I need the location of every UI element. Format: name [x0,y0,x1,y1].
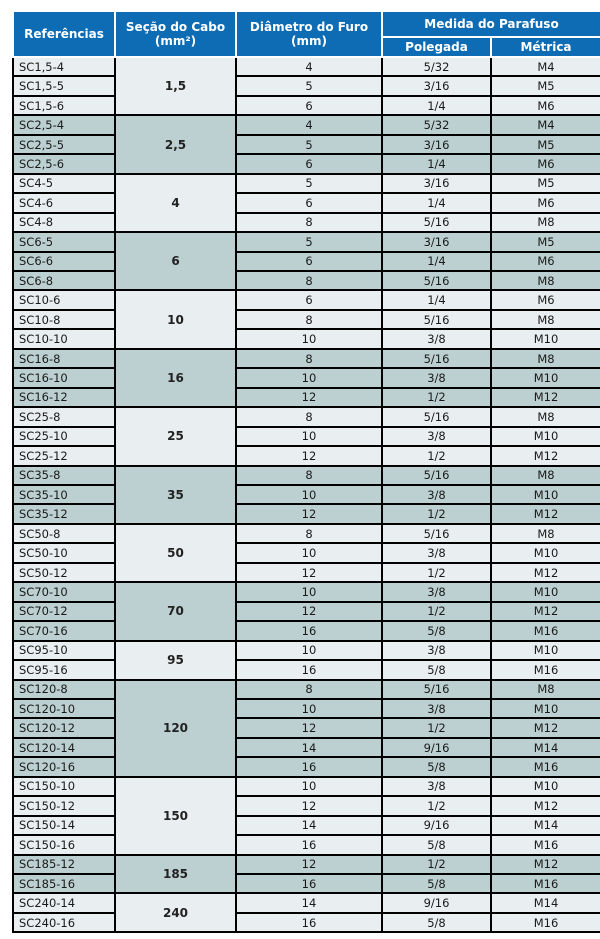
cell-diametro: 8 [236,349,382,368]
cell-secao-do-cabo: 10 [115,290,236,348]
table-row [13,738,600,757]
cell-referencia: SC70-16 [13,621,115,640]
table-body [13,57,600,932]
table-row [13,388,600,407]
cell-metrica: M5 [491,135,600,154]
table-row [13,835,600,854]
cell-diametro: 8 [236,680,382,699]
cell-diametro: 10 [236,543,382,562]
cell-referencia: SC150-14 [13,816,115,835]
cell-diametro: 10 [236,777,382,796]
cell-diametro: 12 [236,388,382,407]
cell-diametro: 4 [236,57,382,76]
cell-diametro: 6 [236,154,382,173]
cell-polegada: 5/8 [382,660,491,679]
cell-polegada: 9/16 [382,738,491,757]
cell-diametro: 10 [236,329,382,348]
cell-referencia: SC25-12 [13,446,115,465]
cell-polegada: 1/2 [382,446,491,465]
cell-referencia: SC185-12 [13,855,115,874]
cell-polegada: 5/16 [382,310,491,329]
table-row [13,368,600,387]
cell-referencia: SC25-8 [13,407,115,426]
table-row [13,232,600,251]
cell-metrica: M10 [491,543,600,562]
cell-metrica: M4 [491,57,600,76]
table-row [13,154,600,173]
cell-referencia: SC50-10 [13,543,115,562]
cell-polegada: 5/16 [382,524,491,543]
cell-referencia: SC2,5-4 [13,115,115,134]
cell-secao-do-cabo: 50 [115,524,236,582]
cell-metrica: M8 [491,466,600,485]
cell-polegada: 1/2 [382,504,491,523]
table-row [13,777,600,796]
table-row [13,504,600,523]
table-row [13,563,600,582]
cell-metrica: M8 [491,349,600,368]
cell-polegada: 3/8 [382,641,491,660]
cell-polegada: 3/16 [382,174,491,193]
cell-polegada: 5/32 [382,57,491,76]
cell-diametro: 14 [236,893,382,912]
header-diametro-do-furo: Diâmetro do Furo (mm) [236,11,382,57]
table-row [13,174,600,193]
table-row [13,115,600,134]
cell-metrica: M12 [491,855,600,874]
cell-diametro: 14 [236,816,382,835]
cell-diametro: 12 [236,602,382,621]
cell-diametro: 6 [236,96,382,115]
cell-metrica: M12 [491,388,600,407]
terminal-spec-table [12,10,600,933]
cell-diametro: 5 [236,232,382,251]
cell-diametro: 6 [236,290,382,309]
cell-polegada: 3/8 [382,543,491,562]
table-row [13,680,600,699]
table-row [13,718,600,737]
cell-metrica: M16 [491,660,600,679]
table-row [13,641,600,660]
table-row [13,407,600,426]
cell-polegada: 3/16 [382,135,491,154]
cell-referencia: SC10-10 [13,329,115,348]
cell-secao-do-cabo: 120 [115,680,236,777]
cell-diametro: 5 [236,135,382,154]
table-row [13,329,600,348]
table-row [13,349,600,368]
cell-diametro: 8 [236,213,382,232]
cell-secao-do-cabo: 16 [115,349,236,407]
cell-referencia: SC50-12 [13,563,115,582]
cell-polegada: 5/16 [382,407,491,426]
cell-polegada: 3/8 [382,777,491,796]
cell-referencia: SC10-8 [13,310,115,329]
cell-polegada: 3/8 [382,427,491,446]
cell-diametro: 10 [236,699,382,718]
cell-polegada: 5/8 [382,621,491,640]
table-row [13,757,600,776]
cell-referencia: SC2,5-6 [13,154,115,173]
cell-referencia: SC70-12 [13,602,115,621]
cell-polegada: 5/16 [382,349,491,368]
cell-polegada: 5/16 [382,213,491,232]
cell-polegada: 3/8 [382,368,491,387]
table-row [13,76,600,95]
table-row [13,874,600,893]
cell-referencia: SC16-10 [13,368,115,387]
cell-referencia: SC50-8 [13,524,115,543]
cell-polegada: 5/16 [382,466,491,485]
cell-metrica: M10 [491,777,600,796]
cell-referencia: SC70-10 [13,582,115,601]
cell-referencia: SC120-16 [13,757,115,776]
cell-diametro: 12 [236,718,382,737]
cell-referencia: SC16-12 [13,388,115,407]
cell-referencia: SC120-12 [13,718,115,737]
cell-referencia: SC150-12 [13,796,115,815]
cell-diametro: 6 [236,193,382,212]
cell-metrica: M16 [491,621,600,640]
cell-polegada: 5/8 [382,757,491,776]
cell-metrica: M12 [491,563,600,582]
cell-diametro: 16 [236,621,382,640]
cell-referencia: SC1,5-4 [13,57,115,76]
cell-referencia: SC35-12 [13,504,115,523]
cell-secao-do-cabo: 35 [115,466,236,524]
cell-referencia: SC95-10 [13,641,115,660]
table-row [13,213,600,232]
header-metrica: Métrica [491,37,600,57]
cell-polegada: 5/16 [382,271,491,290]
cell-metrica: M5 [491,76,600,95]
cell-polegada: 3/8 [382,485,491,504]
cell-metrica: M14 [491,893,600,912]
cell-metrica: M16 [491,835,600,854]
cell-metrica: M16 [491,757,600,776]
cell-polegada: 1/2 [382,796,491,815]
table-row [13,135,600,154]
cell-referencia: SC95-16 [13,660,115,679]
cell-secao-do-cabo: 2,5 [115,115,236,173]
cell-polegada: 1/2 [382,718,491,737]
cell-polegada: 1/2 [382,563,491,582]
cell-polegada: 5/8 [382,874,491,893]
table-row [13,855,600,874]
terminal-spec-sheet [12,10,600,932]
cell-referencia: SC16-8 [13,349,115,368]
cell-referencia: SC150-10 [13,777,115,796]
cell-diametro: 8 [236,310,382,329]
cell-referencia: SC4-8 [13,213,115,232]
cell-referencia: SC35-8 [13,466,115,485]
table-row [13,660,600,679]
cell-referencia: SC240-14 [13,893,115,912]
cell-polegada: 5/8 [382,913,491,932]
cell-metrica: M8 [491,271,600,290]
cell-diametro: 12 [236,563,382,582]
cell-metrica: M8 [491,407,600,426]
cell-diametro: 10 [236,485,382,504]
cell-metrica: M5 [491,232,600,251]
table-row [13,193,600,212]
cell-referencia: SC10-6 [13,290,115,309]
cell-secao-do-cabo: 240 [115,893,236,932]
cell-metrica: M6 [491,290,600,309]
cell-metrica: M6 [491,193,600,212]
cell-diametro: 6 [236,252,382,271]
cell-referencia: SC6-6 [13,252,115,271]
cell-referencia: SC4-6 [13,193,115,212]
cell-polegada: 1/4 [382,193,491,212]
table-row [13,582,600,601]
header-medida-do-parafuso: Medida do Parafuso [382,11,600,37]
table-row [13,485,600,504]
cell-diametro: 16 [236,913,382,932]
cell-metrica: M8 [491,213,600,232]
cell-diametro: 10 [236,368,382,387]
table-row [13,816,600,835]
cell-diametro: 8 [236,466,382,485]
cell-diametro: 5 [236,76,382,95]
table-row [13,446,600,465]
cell-polegada: 5/32 [382,115,491,134]
cell-secao-do-cabo: 4 [115,174,236,232]
cell-metrica: M16 [491,913,600,932]
cell-polegada: 1/2 [382,388,491,407]
table-row [13,602,600,621]
cell-secao-do-cabo: 1,5 [115,57,236,115]
table-header [13,11,600,57]
header-secao-do-cabo: Seção do Cabo (mm²) [115,11,236,57]
cell-referencia: SC2,5-5 [13,135,115,154]
cell-diametro: 10 [236,641,382,660]
table-row [13,524,600,543]
cell-referencia: SC120-10 [13,699,115,718]
cell-referencia: SC185-16 [13,874,115,893]
table-row [13,893,600,912]
cell-metrica: M4 [491,115,600,134]
cell-metrica: M12 [491,446,600,465]
cell-referencia: SC6-8 [13,271,115,290]
cell-referencia: SC25-10 [13,427,115,446]
cell-metrica: M10 [491,641,600,660]
cell-diametro: 5 [236,174,382,193]
cell-metrica: M10 [491,427,600,446]
cell-referencia: SC120-8 [13,680,115,699]
cell-referencia: SC120-14 [13,738,115,757]
cell-diametro: 14 [236,738,382,757]
cell-secao-do-cabo: 150 [115,777,236,855]
header-referencias: Referências [13,11,115,57]
cell-secao-do-cabo: 70 [115,582,236,640]
cell-metrica: M10 [491,485,600,504]
cell-metrica: M10 [491,699,600,718]
cell-diametro: 8 [236,407,382,426]
cell-metrica: M10 [491,582,600,601]
cell-metrica: M16 [491,874,600,893]
table-row [13,290,600,309]
cell-diametro: 10 [236,427,382,446]
cell-secao-do-cabo: 6 [115,232,236,290]
table-row [13,271,600,290]
cell-polegada: 3/8 [382,329,491,348]
cell-polegada: 3/16 [382,76,491,95]
header-polegada: Polegada [382,37,491,57]
table-row [13,543,600,562]
cell-polegada: 1/4 [382,290,491,309]
cell-polegada: 5/16 [382,680,491,699]
cell-diametro: 16 [236,874,382,893]
cell-polegada: 3/8 [382,582,491,601]
cell-polegada: 1/2 [382,855,491,874]
cell-metrica: M12 [491,796,600,815]
cell-referencia: SC4-5 [13,174,115,193]
table-row [13,699,600,718]
cell-metrica: M12 [491,602,600,621]
cell-metrica: M12 [491,504,600,523]
cell-referencia: SC6-5 [13,232,115,251]
cell-metrica: M10 [491,329,600,348]
cell-referencia: SC240-16 [13,913,115,932]
cell-diametro: 12 [236,504,382,523]
cell-diametro: 12 [236,855,382,874]
cell-metrica: M14 [491,738,600,757]
cell-metrica: M6 [491,96,600,115]
cell-metrica: M8 [491,310,600,329]
cell-diametro: 10 [236,582,382,601]
cell-diametro: 16 [236,757,382,776]
table-row [13,252,600,271]
table-row [13,427,600,446]
table-row [13,913,600,932]
cell-diametro: 16 [236,660,382,679]
cell-metrica: M6 [491,252,600,271]
cell-referencia: SC1,5-6 [13,96,115,115]
cell-polegada: 1/4 [382,154,491,173]
cell-diametro: 12 [236,446,382,465]
cell-secao-do-cabo: 25 [115,407,236,465]
cell-secao-do-cabo: 185 [115,855,236,894]
table-row [13,621,600,640]
cell-metrica: M14 [491,816,600,835]
cell-diametro: 16 [236,835,382,854]
cell-metrica: M5 [491,174,600,193]
cell-metrica: M10 [491,368,600,387]
cell-polegada: 1/2 [382,602,491,621]
cell-metrica: M6 [491,154,600,173]
cell-referencia: SC1,5-5 [13,76,115,95]
cell-polegada: 1/4 [382,96,491,115]
table-row [13,466,600,485]
cell-diametro: 8 [236,271,382,290]
cell-secao-do-cabo: 95 [115,641,236,680]
cell-diametro: 8 [236,524,382,543]
cell-polegada: 9/16 [382,893,491,912]
table-row [13,96,600,115]
cell-polegada: 9/16 [382,816,491,835]
cell-metrica: M12 [491,718,600,737]
cell-polegada: 3/8 [382,699,491,718]
cell-referencia: SC150-16 [13,835,115,854]
cell-polegada: 5/8 [382,835,491,854]
cell-metrica: M8 [491,524,600,543]
cell-diametro: 12 [236,796,382,815]
cell-polegada: 1/4 [382,252,491,271]
cell-referencia: SC35-10 [13,485,115,504]
cell-polegada: 3/16 [382,232,491,251]
table-row [13,796,600,815]
table-row [13,310,600,329]
table-row [13,57,600,76]
cell-diametro: 4 [236,115,382,134]
cell-metrica: M8 [491,680,600,699]
